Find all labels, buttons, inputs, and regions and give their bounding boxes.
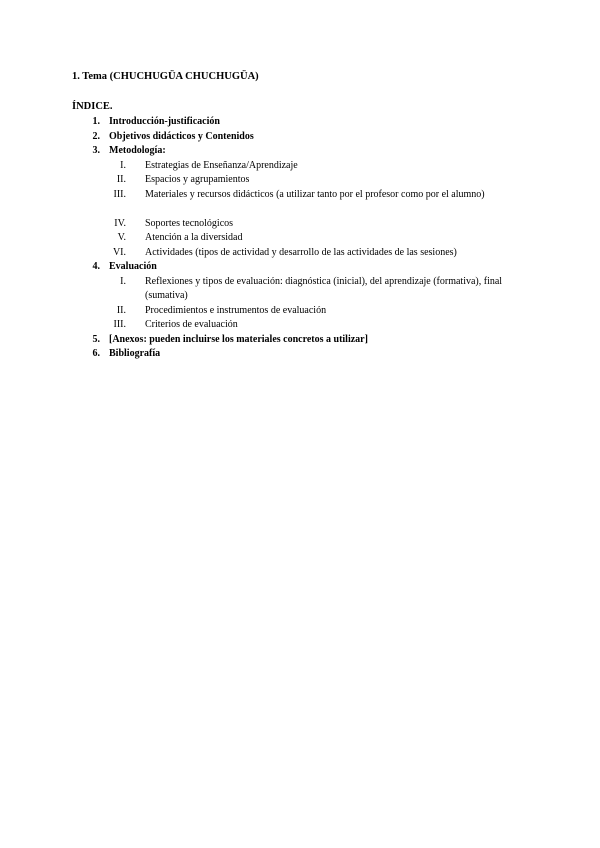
index-item-label: Bibliografía: [109, 348, 161, 359]
index-subitem-label: Procedimientos e instrumentos de evaluación: [145, 304, 327, 316]
index-item-number: 5.: [92, 333, 100, 345]
index-item: [0, 260, 600, 275]
index-subitem: [0, 246, 600, 261]
index-subitem-label: Reflexiones y tipos de evaluación: diagnóstica (inicial), del aprendizaje (formativa), final (sumativa): [145, 275, 503, 301]
index-subitem-label: Criterios de evaluación: [145, 319, 238, 330]
index-item-label: Metodología:: [109, 145, 166, 156]
index-item-number: 1.: [92, 116, 100, 127]
index-item: [0, 347, 600, 362]
index-subitem-label: Atención a la diversidad: [145, 232, 243, 243]
index-subitem-label: Estrategias de Enseñanza/Aprendizaje: [145, 159, 298, 171]
index-subitem: [0, 318, 600, 333]
index-heading: ÍNDICE.: [72, 101, 113, 112]
index-subitem-label: Actividades (tipos de actividad y desarrollo de las actividades de las sesiones): [145, 246, 457, 258]
index-item-number: 4.: [92, 261, 100, 272]
index-subitem-number: I.: [120, 159, 126, 171]
index-item-label: Evaluación: [109, 261, 157, 272]
index-subitem-label: Espacios y agrupamientos: [145, 174, 250, 185]
index-item: [0, 333, 600, 348]
index-subitem-number: VI.: [112, 246, 126, 258]
index-subitem-label: Materiales y recursos didácticos (a utilizar tanto por el profesor como por el alumno): [145, 188, 485, 200]
index-subitem: [0, 188, 600, 217]
index-item-number: 2.: [92, 130, 100, 142]
index-subitem: [0, 159, 600, 174]
index-subitem-number: I.: [120, 275, 126, 287]
index-subitem-label: Soportes tecnológicos: [145, 217, 234, 229]
index-item-label: [Anexos: pueden incluirse los materiales concretos a utilizar]: [109, 333, 368, 345]
index-subitem-number: V.: [117, 232, 126, 243]
index-subitem-number: III.: [113, 319, 126, 330]
index-item: [0, 115, 600, 130]
index-item-label: Objetivos didácticos y Contenidos: [109, 130, 254, 142]
index-subitem-number: II.: [116, 304, 126, 316]
index-subitem-number: II.: [116, 174, 126, 185]
index-subitem-number: IV.: [114, 217, 126, 229]
index-subitem: [0, 173, 600, 188]
index-subitem: [0, 217, 600, 232]
index-item-label: Introducción-justificación: [109, 116, 220, 127]
index-item-number: 3.: [92, 145, 100, 156]
index-item: [0, 130, 600, 145]
index-subitem-number: III.: [113, 188, 126, 200]
index-item: [0, 144, 600, 159]
index-subitem: [0, 275, 600, 304]
index-subitem: [0, 231, 600, 246]
document-title: 1. Tema (CHUCHUGÜA CHUCHUGÜA): [72, 71, 259, 82]
index-subitem: [0, 304, 600, 319]
index-item-number: 6.: [92, 348, 100, 359]
table-of-contents: [0, 115, 600, 362]
